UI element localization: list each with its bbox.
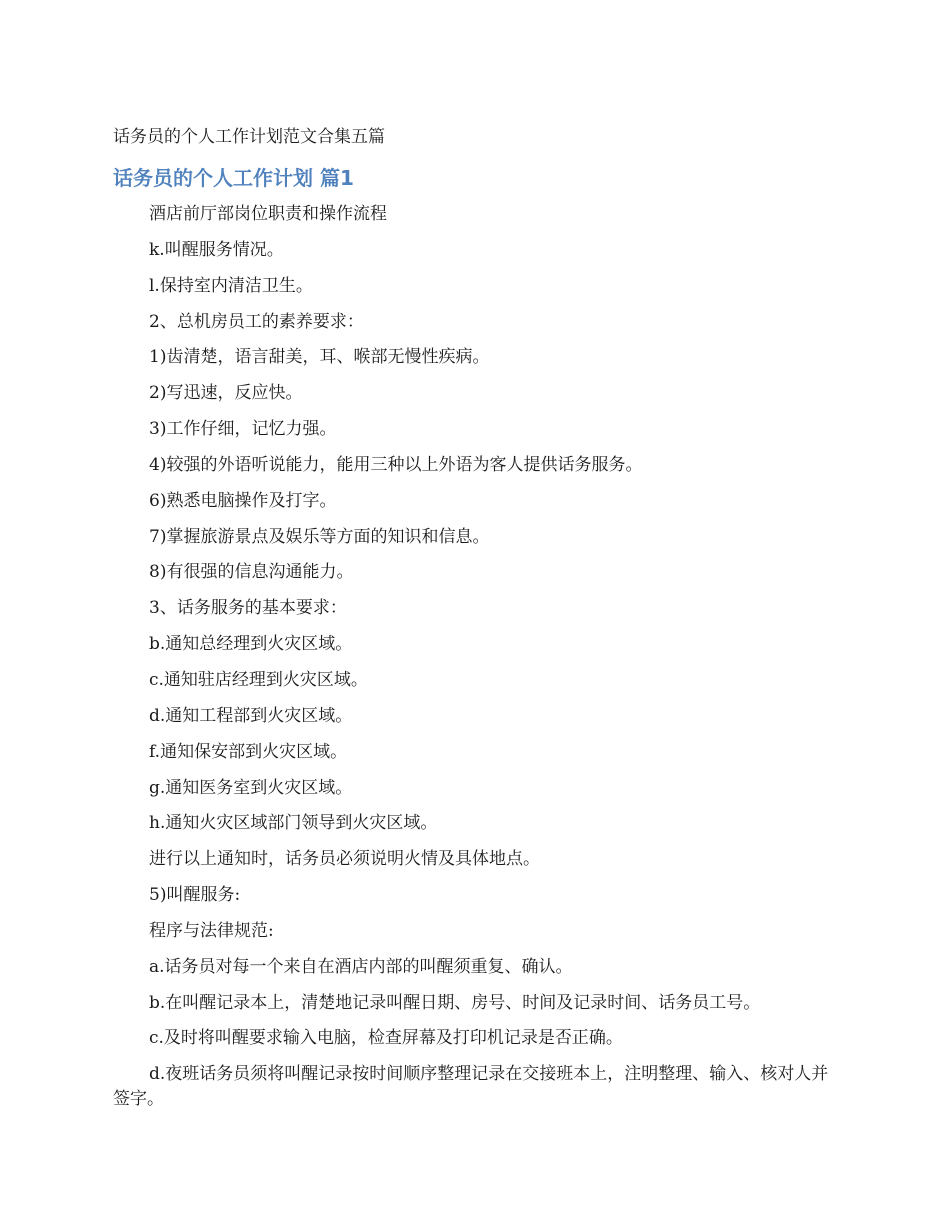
document-body (113, 202, 837, 1124)
paragraph: b.在叫醒记录本上，清楚地记录叫醒日期、房号、时间及记录时间、话务员工号。 (149, 992, 761, 1013)
paragraph: d.夜班话务员须将叫醒记录按时间顺序整理记录在交接班本上，注明整理、输入、核对人并签字。 (113, 1064, 829, 1110)
paragraph: c.通知驻店经理到火灾区域。 (149, 669, 368, 690)
paragraph: 程序与法律规范: (149, 920, 274, 941)
paragraph: 4)较强的外语听说能力，能用三种以上外语为客人提供话务服务。 (149, 454, 643, 475)
paragraph: g.通知医务室到火灾区域。 (149, 777, 353, 798)
paragraph: h.通知火灾区域部门领导到火灾区域。 (149, 813, 438, 834)
paragraph: k.叫醒服务情况。 (149, 239, 284, 260)
document-title: 话务员的个人工作计划范文合集五篇 (113, 127, 385, 147)
paragraph: 7)掌握旅游景点及娱乐等方面的知识和信息。 (149, 526, 490, 547)
paragraph: 酒店前厅部岗位职责和操作流程 (149, 204, 387, 224)
paragraph: 进行以上通知时，话务员必须说明火情及具体地点。 (149, 849, 540, 870)
paragraph: d.通知工程部到火灾区域。 (149, 705, 353, 726)
paragraph: 1)齿清楚，语言甜美，耳、喉部无慢性疾病。 (149, 347, 490, 368)
paragraph: 3)工作仔细，记忆力强。 (149, 419, 337, 440)
paragraph: f.通知保安部到火灾区域。 (149, 741, 348, 762)
paragraph: c.及时将叫醒要求输入电脑，检查屏幕及打印机记录是否正确。 (149, 1028, 623, 1049)
paragraph: 6)熟悉电脑操作及打字。 (149, 490, 337, 511)
section-heading: 话务员的个人工作计划 篇1 (113, 166, 354, 190)
paragraph: a.话务员对每一个来自在酒店内部的叫醒须重复、确认。 (149, 956, 573, 977)
paragraph: 5)叫醒服务: (149, 885, 241, 906)
paragraph: 2)写迅速，反应快。 (149, 383, 303, 404)
paragraph: 3、话务服务的基本要求： (149, 598, 347, 619)
paragraph: l.保持室内清洁卫生。 (149, 275, 313, 296)
paragraph: 8)有很强的信息沟通能力。 (149, 562, 354, 583)
paragraph: 2、总机房员工的素养要求： (149, 311, 364, 332)
paragraph: b.通知总经理到火灾区域。 (149, 634, 353, 655)
